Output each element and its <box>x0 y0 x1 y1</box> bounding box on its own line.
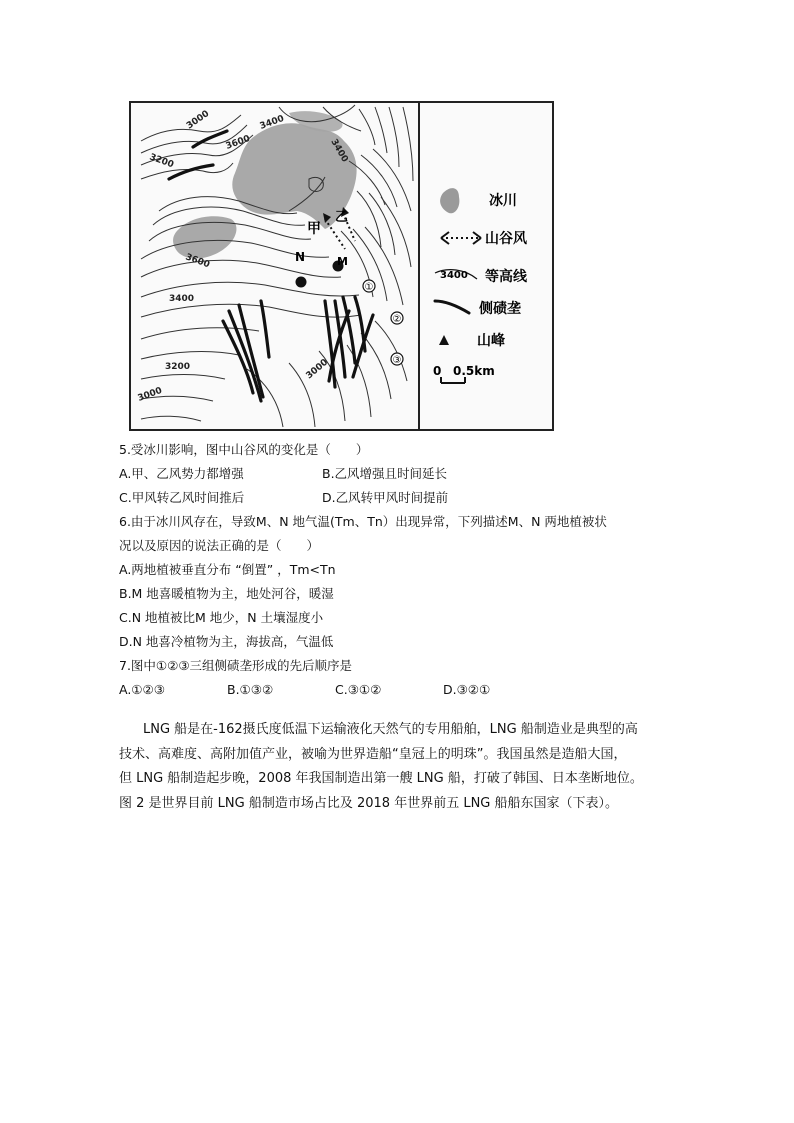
label-yi: 乙 <box>335 210 349 225</box>
ridge-marker-3: ③ <box>392 355 402 366</box>
option-c: C.③①② <box>335 682 382 697</box>
question-stem-line-1: 6.由于冰川风存在，导致M、N 地气温(Tm、Tn）出现异常，下列描述M、N 两地植被状 <box>119 514 607 529</box>
option-c: C.N 地植被比M 地少，N 土壤湿度小 <box>119 610 324 625</box>
scale-distance: 0.5km <box>453 364 495 378</box>
passage-line-4: 图 2 是世界目前 LNG 船制造市场占比及 2018 年世界前五 LNG 船船东国家（下表）。 <box>119 795 618 811</box>
point-n-marker <box>296 277 307 288</box>
legend-glacier-label: 冰川 <box>489 193 517 209</box>
question-stem: 7.图中①②③三组侧碛垄形成的先后顺序是 <box>119 658 353 673</box>
contour-label: 3000 <box>136 385 164 404</box>
option-d: D.乙风转甲风时间提前 <box>322 490 449 505</box>
label-m: M <box>337 255 348 268</box>
contour-label: 3000 <box>304 357 331 382</box>
option-a: A.①②③ <box>119 682 165 697</box>
contour-label: 3400 <box>328 137 350 165</box>
label-n: N <box>295 250 306 264</box>
option-b: B.乙风增强且时间延长 <box>322 466 448 481</box>
legend-peak-label: 山峰 <box>477 333 505 349</box>
contour-label: 3400 <box>258 113 286 132</box>
contour-label: 3000 <box>184 108 212 132</box>
label-jia: 甲 <box>307 221 321 237</box>
passage-line-3: 但 LNG 船制造起步晚，2008 年我国制造出第一艘 LNG 船，打破了韩国、日本垄断地位。 <box>119 771 643 786</box>
legend-moraine-label: 侧碛垄 <box>479 301 521 317</box>
option-b: B.M 地喜暖植物为主，地处河谷，暖湿 <box>119 586 334 601</box>
ridge-marker-1: ① <box>364 282 374 293</box>
option-d: D.③②① <box>443 682 491 697</box>
passage-line-1: LNG 船是在-162摄氏度低温下运输液化天然气的专用船舶，LNG 船制造业是典型的高 <box>143 722 638 737</box>
question-stem: 5.受冰川影响，图中山谷风的变化是（ ） <box>119 442 369 457</box>
option-b: B.①③② <box>227 682 274 697</box>
contour-label: 3200 <box>147 152 175 171</box>
option-d: D.N 地喜冷植物为主，海拔高，气温低 <box>119 634 334 649</box>
legend-contour-label: 等高线 <box>485 269 527 285</box>
contour-map-figure <box>129 101 554 431</box>
contour-label: 3400 <box>169 294 195 304</box>
legend-contour-sample: 3400 <box>440 270 468 281</box>
contour-label: 3600 <box>224 133 252 152</box>
option-c: C.甲风转乙风时间推后 <box>119 490 245 505</box>
contour-label: 3600 <box>183 252 211 271</box>
contour-label: 3200 <box>165 362 191 372</box>
passage-line-2: 技术、高难度、高附加值产业，被喻为世界造船“皇冠上的明珠”。我国虽然是造船大国， <box>119 746 627 762</box>
option-a: A.两地植被垂直分布 “倒置” ，Tm<Tn <box>119 562 336 577</box>
question-stem-line-2: 况以及原因的说法正确的是（ ） <box>119 538 320 553</box>
ridge-marker-2: ② <box>392 314 402 325</box>
option-a: A.甲、乙风势力都增强 <box>119 466 244 481</box>
legend-valley-wind-label: 山谷风 <box>485 231 527 247</box>
lng-passage <box>119 718 699 816</box>
scale-zero: 0 <box>433 364 442 378</box>
